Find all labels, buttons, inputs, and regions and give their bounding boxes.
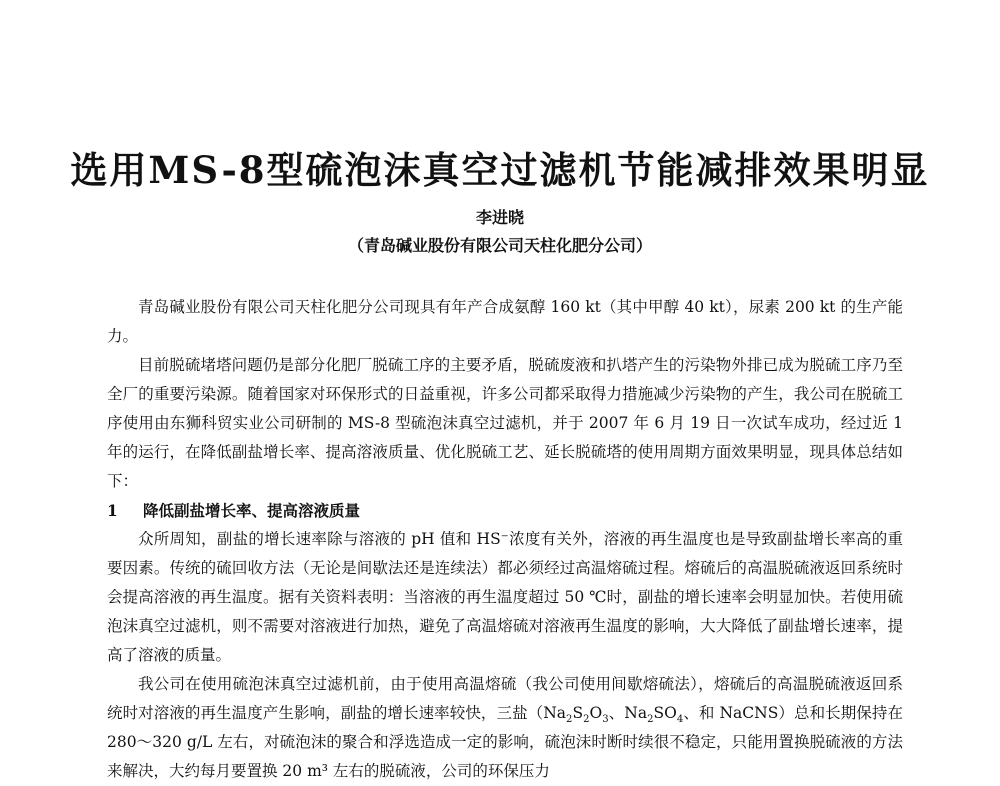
intro-paragraph: 青岛碱业股份有限公司天柱化肥分公司现具有年产合成氨醇 160 kt（其中甲醇 40 kt），尿素 200 kt 的生产能力。 [107, 298, 903, 345]
author-name: 李进晓 [475, 208, 524, 227]
formula-sodium-thiosulfate: $Na_2S_2O_3$ [543, 704, 609, 726]
section-title: 降低副盐增长率、提高溶液质量 [143, 501, 361, 520]
formula-separator: 、 [608, 704, 625, 722]
article-title: 选用MS-8型硫泡沫真空过滤机节能减排效果明显 [70, 148, 930, 192]
paragraph-text-start: 我公司在使用硫泡沫真空过滤机前，由于使用高温熔硫（我公司使用间歇熔硫法），熔硫后的高温脱硫液返回系统时对溶液的再生温度产生影响，副盐的增长速率较快，三盐（ [107, 675, 903, 722]
section-number: 1 [107, 501, 118, 520]
section-paragraph-1: 众所周知，副盐的增长速率除与溶液的 pH 值和 HS⁻浓度有关外，溶液的再生温度也是导致副盐增长率高的重要因素。传统的硫回收方法（无论是间歇法还是连续法）都必须经过高温熔硫过程。熔硫后的高温脱硫液返回系统时会提高溶液的再生温度。据有关资料表明：当溶液的再生温度超过 50 ℃时，副盐的增长速率会明显加快。若使用硫泡沫真空过滤机，则不需要对溶液进行加热，避免了高温熔硫对溶液再生温度的影响，大大降低了副盐增长速率，提高了溶液的质量。 [107, 530, 903, 664]
paragraph-text-end: 总和长期保持在 280～320 g/L 左右，对硫泡沫的聚合和浮选造成一定的影响，硫泡沫时断时续很不稳定，只能用置换脱硫液的方法来解决，大约每月要置换 20 m³ 左右的脱硫液，公司的环保压力 [107, 704, 903, 780]
formula-sodium-sulfate: $Na_2SO_4$ [624, 704, 684, 726]
section-heading [107, 496, 903, 525]
section-paragraph-2 [107, 670, 903, 786]
formula-separator: 、和 NaCNS） [683, 704, 794, 722]
background-paragraph: 目前脱硫堵塔问题仍是部分化肥厂脱硫工序的主要矛盾，脱硫废液和扒塔产生的污染物外排已成为脱硫工序乃至全厂的重要污染源。随着国家对环保形式的日益重视，许多公司都采取得力措施减少污染物的产生，我公司在脱硫工序使用由东狮科贸实业公司研制的 MS-8 型硫泡沫真空过滤机，并于 2007 年 6 月 19 日一次试车成功，经过近 1 年的运行，在降低副盐增长率、提高溶液质量、优化脱硫工艺、延长脱硫塔的使用周期方面效果明显，现具体总结如下： [107, 356, 903, 490]
article-body [107, 293, 903, 786]
author-affiliation: （青岛碱业股份有限公司天柱化肥分公司） [347, 236, 652, 255]
